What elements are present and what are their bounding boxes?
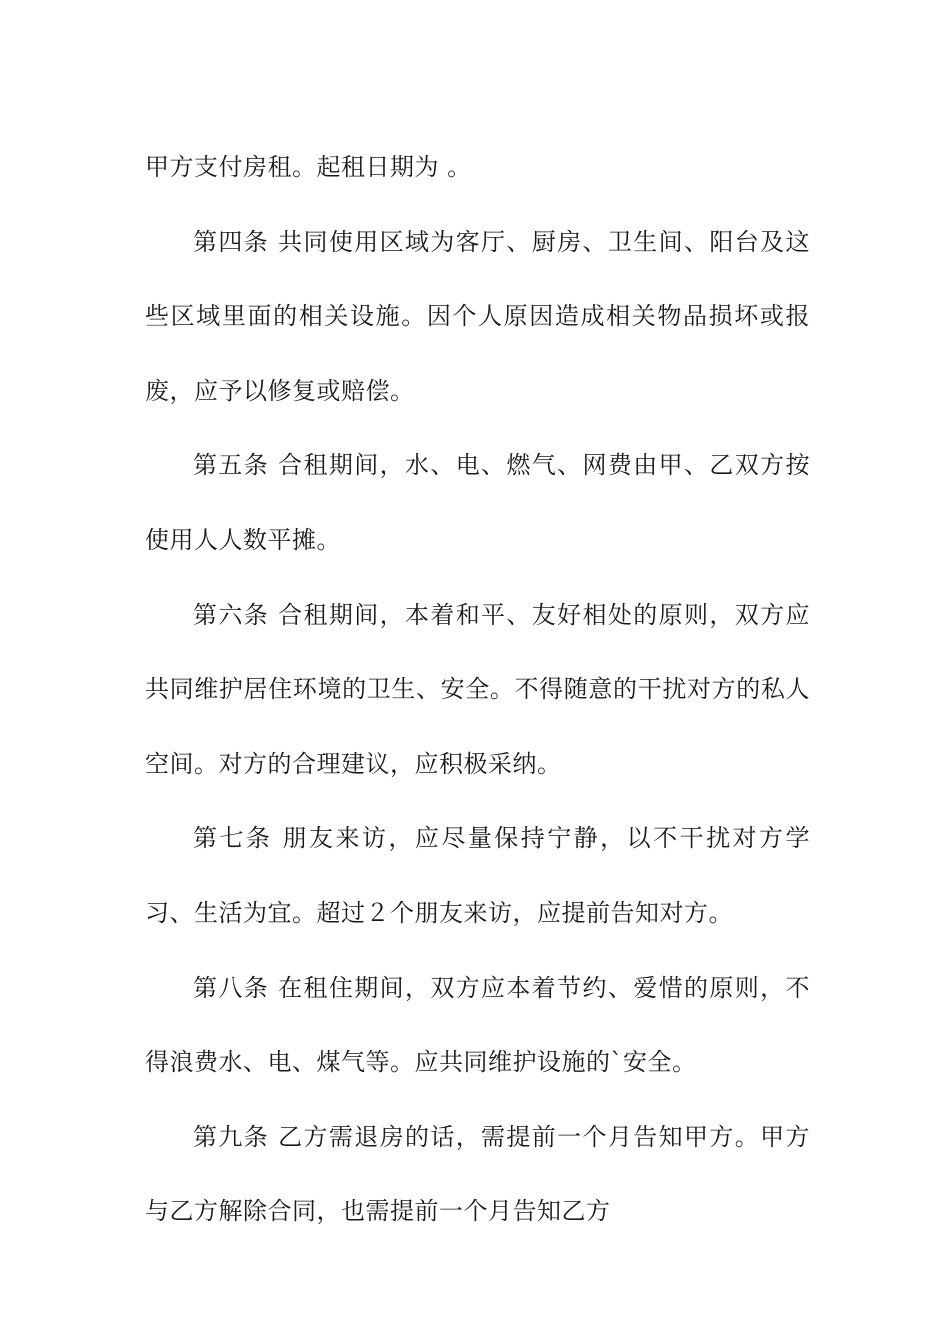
paragraph-article-5: 第五条 合租期间，水、电、燃气、网费由甲、乙双方按使用人人数平摊。: [145, 451, 810, 554]
paragraph-rent-start: 甲方支付房租。起租日期为 。: [145, 153, 472, 181]
document-body: [145, 130, 810, 1249]
paragraph-article-6: 第六条 合租期间，本着和平、友好相处的原则，双方应共同维护居住环境的卫生、安全。不得随意的干扰对方的私人空间。对方的合理建议，应积极采纳。: [145, 600, 810, 778]
paragraph-article-9: 第九条 乙方需退房的话，需提前一个月告知甲方。甲方与乙方解除合同，也需提前一个月告知乙方: [145, 1122, 810, 1226]
paragraph-article-7: 第七条 朋友来访，应尽量保持宁静，以不干扰对方学习、生活为宜。超过２个朋友来访，应提前告知对方。: [145, 824, 810, 927]
paragraph-article-4: 第四条 共同使用区域为客厅、厨房、卫生间、阳台及这些区域里面的相关设施。因个人原因造成相关物品损坏或报废，应予以修复或赔偿。: [145, 227, 810, 405]
paragraph-article-8: 第八条 在租住期间，双方应本着节约、爱惜的原则，不得浪费水、电、煤气等。应共同维护设施的`安全。: [145, 973, 810, 1077]
